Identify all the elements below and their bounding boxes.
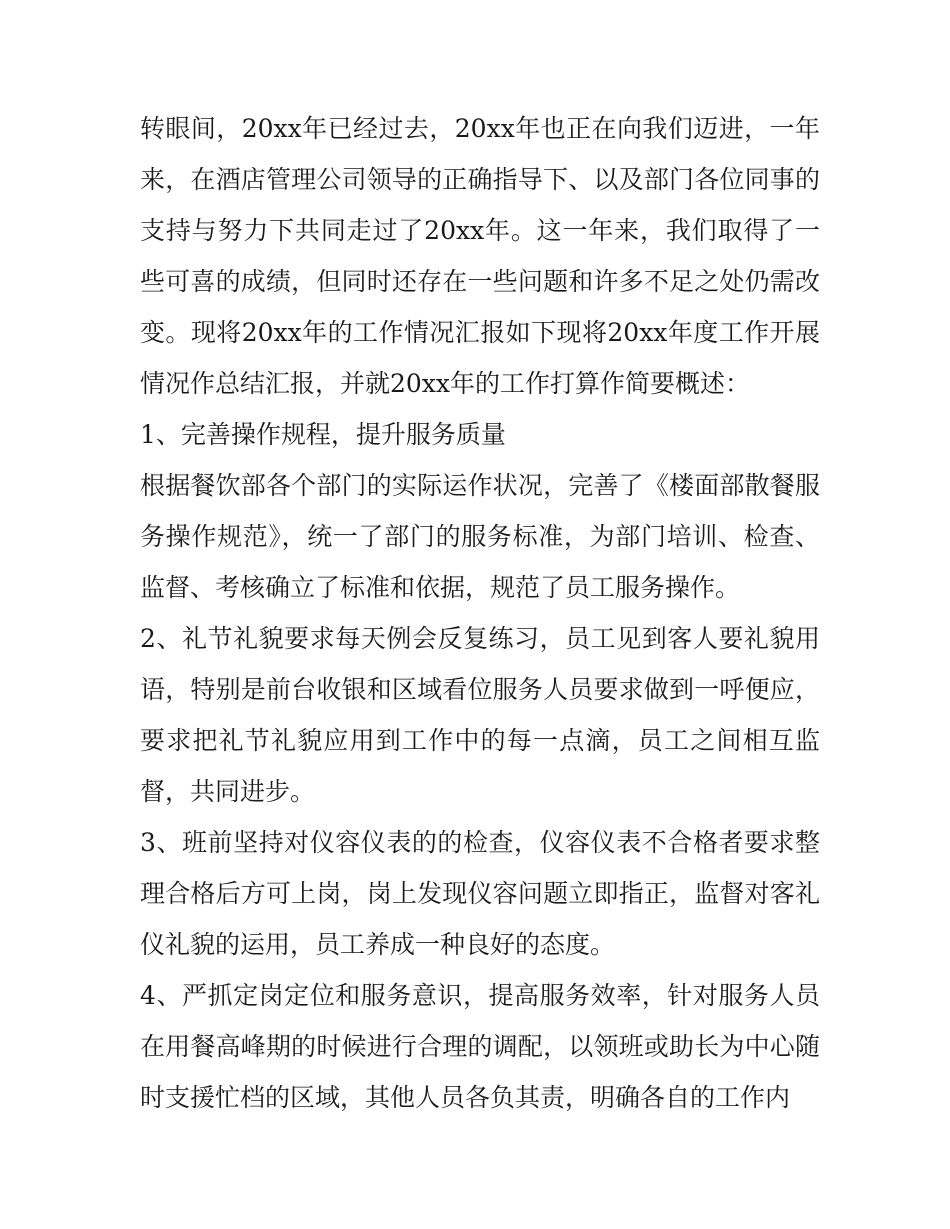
paragraph-3: 3、班前坚持对仪容仪表的的检查，仪容仪表不合格者要求整理合格后方可上岗，岗上发现仪容问题立即指正，监督对客礼仪礼貌的运用，员工养成一种良好的态度。 [140, 828, 820, 959]
paragraph-intro: 转眼间，20xx年已经过去，20xx年也正在向我们迈进，一年来，在酒店管理公司领导的正确指导下、以及部门各位同事的支持与努力下共同走过了20xx年。这一年来，我们取得了一些可喜的成绩，但同时还存在一些问题和许多不足之处仍需改变。现将20xx年的工作情况汇报如下现将20xx年度工作开展情况作总结汇报，并就20xx年的工作打算作简要概述： [140, 114, 820, 398]
paragraph-1-body: 根据餐饮部各个部门的实际运作状况，完善了《楼面部散餐服务操作规范》，统一了部门的服务标准，为部门培训、检查、监督、考核确立了标准和依据，规范了员工服务操作。 [140, 471, 820, 602]
paragraph-2: 2、礼节礼貌要求每天例会反复练习，员工见到客人要礼貌用语，特别是前台收银和区域看位服务人员要求做到一呼便应，要求把礼节礼貌应用到工作中的每一点滴，员工之间相互监督，共同进步。 [140, 624, 820, 806]
paragraph-heading-1: 1、完善操作规程，提升服务质量 [140, 420, 506, 449]
paragraph-4: 4、严抓定岗定位和服务意识，提高服务效率，针对服务人员在用餐高峰期的时候进行合理的调配，以领班或助长为中心随时支援忙档的区域，其他人员各负其责，明确各自的工作内 [140, 981, 820, 1112]
document-page [140, 103, 820, 1123]
